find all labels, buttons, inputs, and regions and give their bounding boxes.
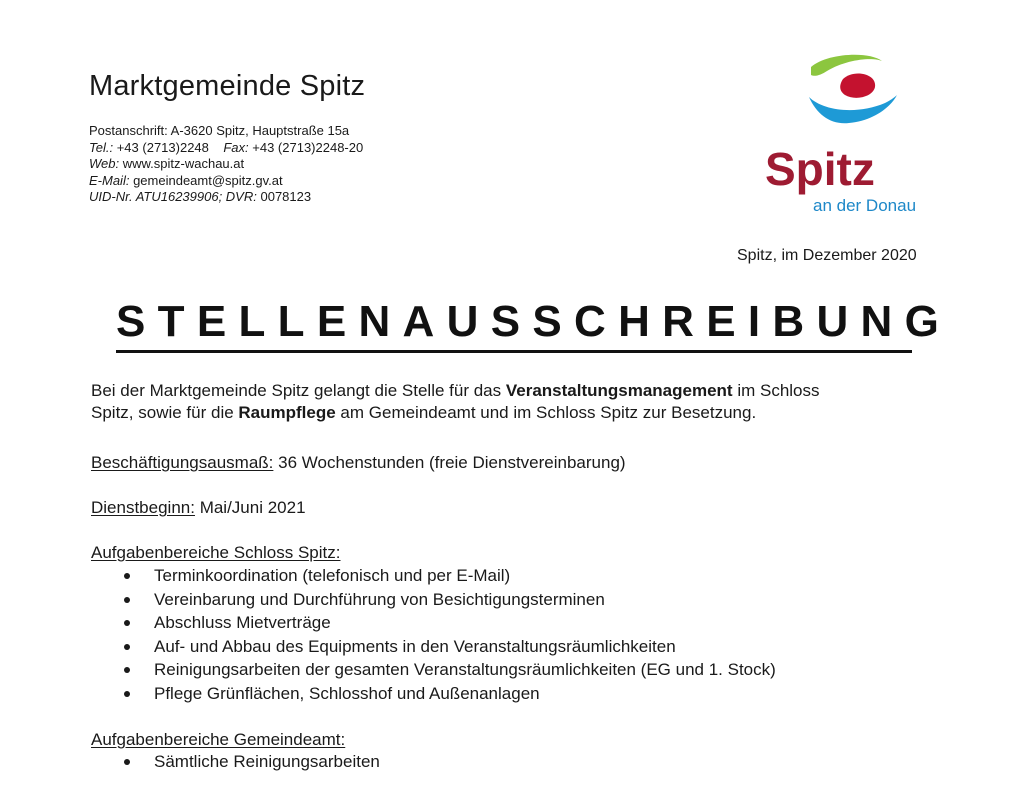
bullet-icon (124, 573, 130, 579)
castle-tasks-heading: Aufgabenbereiche Schloss Spitz: (91, 543, 341, 562)
website: Web: www.spitz-wachau.at (89, 156, 245, 171)
employment-value: 36 Wochenstunden (freie Dienstvereinbarung) (273, 453, 626, 472)
list-item: Abschluss Mietverträge (91, 611, 776, 635)
start-label: Dienstbeginn: (91, 498, 195, 517)
document-headline: STELLENAUSSCHREIBUNG (116, 297, 952, 346)
logo-red-splash (840, 73, 875, 97)
bullet-icon (124, 759, 130, 765)
website-link[interactable]: www.spitz-wachau.at (122, 156, 245, 171)
logo-wordmark: Spitz (765, 143, 875, 195)
dateline: Spitz, im Dezember 2020 (737, 247, 917, 264)
phone-fax: Tel.: +43 (2713)2248 Fax: +43 (2713)2248-20 (89, 139, 364, 155)
bullet-icon (124, 644, 130, 650)
start-date (91, 497, 306, 519)
headline-underline (116, 350, 912, 353)
bullet-icon (124, 597, 130, 603)
office-tasks-list (91, 750, 380, 774)
list-item: Auf- und Abbau des Equipments in den Veranstaltungsräumlichkeiten (91, 635, 776, 659)
start-value: Mai/Juni 2021 (194, 498, 306, 517)
email-link[interactable]: gemeindeamt@spitz.gv.at (133, 172, 283, 188)
spitz-logo (757, 45, 935, 220)
list-item: Vereinbarung und Durchführung von Besichtigungsterminen (91, 588, 776, 612)
intro-paragraph: Bei der Marktgemeinde Spitz gelangt die Stelle für das Veranstaltungsmanagement im Schloss Spitz, sowie für die Raumpflege am Gemeindeamt und im Schloss Spitz zur Besetzung. (91, 381, 820, 422)
office-tasks-heading: Aufgabenbereiche Gemeindeamt: (91, 730, 346, 749)
list-item: Pflege Grünflächen, Schlosshof und Außenanlagen (91, 682, 776, 706)
logo-subtitle: an der Donau (813, 196, 917, 215)
list-item: Sämtliche Reinigungsarbeiten (91, 750, 380, 774)
bullet-icon (124, 691, 130, 697)
list-item: Terminkoordination (telefonisch und per E-Mail) (91, 564, 776, 588)
contact-block (89, 123, 363, 206)
castle-tasks-list (91, 564, 776, 705)
employment-label: Beschäftigungsausmaß: (91, 453, 274, 472)
spitz-logo-graphic (757, 45, 935, 220)
employment-extent (91, 452, 626, 474)
bullet-icon (124, 667, 130, 673)
bullet-icon (124, 620, 130, 626)
list-item: Reinigungsarbeiten der gesamten Veranstaltungsräumlichkeiten (EG und 1. Stock) (91, 658, 776, 682)
logo-green-swoosh (811, 55, 882, 76)
logo-blue-swoosh (809, 95, 897, 123)
email: E-Mail: gemeindeamt@spitz.gv.at (89, 172, 283, 188)
postal-address: Postanschrift: A-3620 Spitz, Hauptstraße 15a (89, 123, 350, 138)
uid-dvr: UID-Nr. ATU16239906; DVR: 0078123 (89, 189, 312, 204)
organization-name: Marktgemeinde Spitz (89, 70, 366, 102)
